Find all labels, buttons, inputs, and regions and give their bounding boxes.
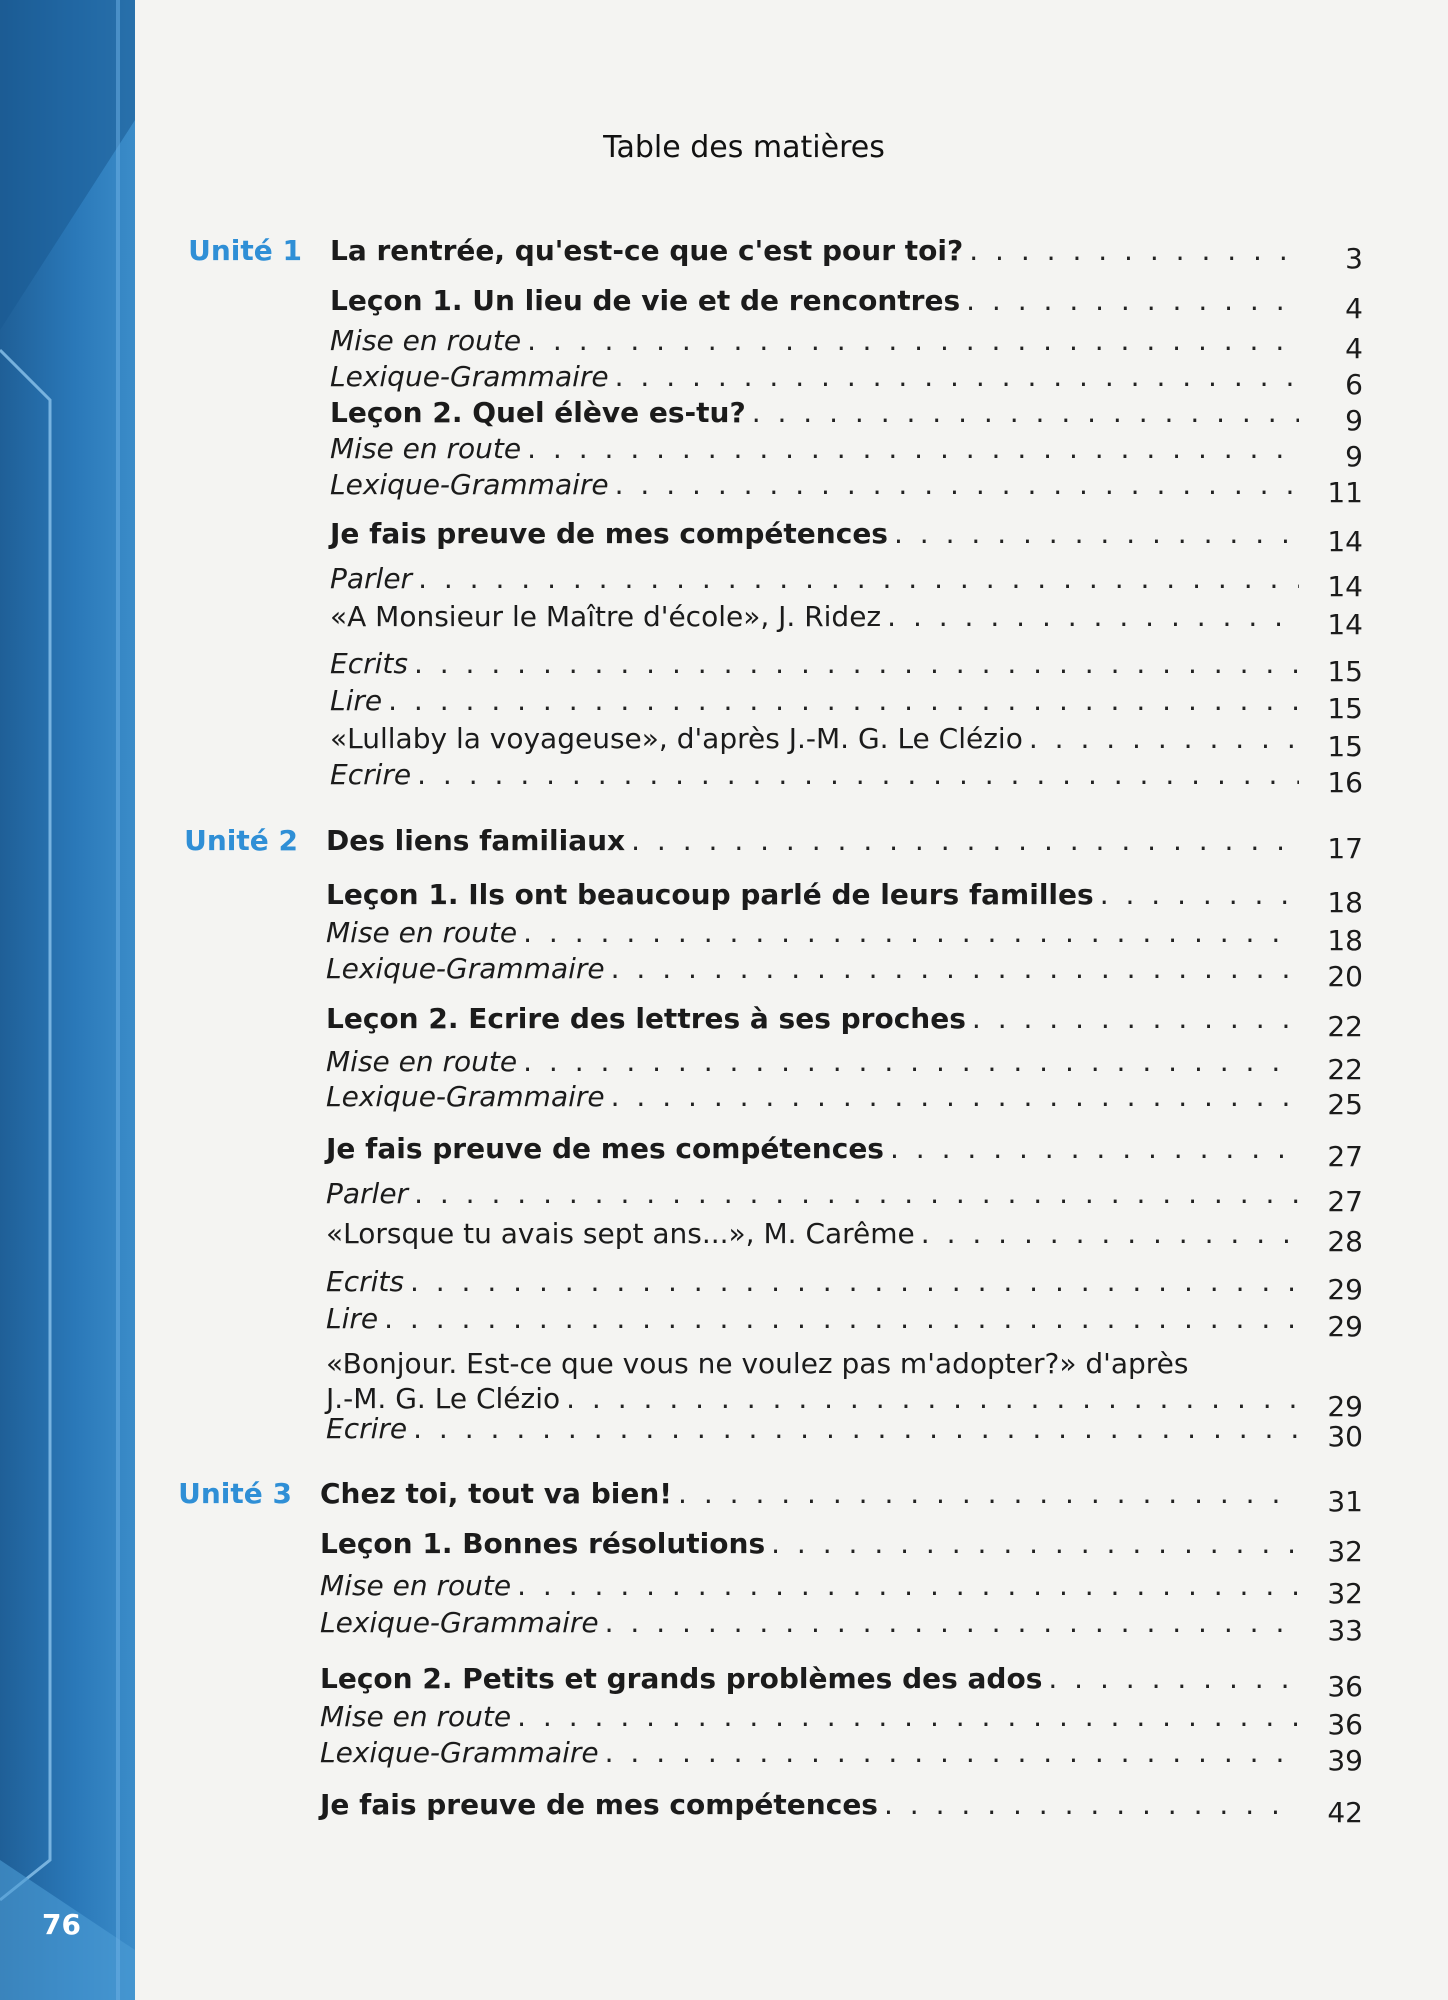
- dot-leader: [523, 916, 1299, 950]
- dot-leader: [611, 952, 1299, 986]
- toc-entry-page: 25: [1327, 1088, 1363, 1121]
- toc-entry-title: Mise en route: [326, 916, 518, 949]
- toc-entry-title: Lexique-Grammaire: [330, 360, 609, 393]
- toc-entry-page: 20: [1327, 960, 1363, 993]
- toc-entry-title: Des liens familiaux: [326, 824, 626, 857]
- toc-entry-page: 3: [1345, 242, 1363, 275]
- toc-entry-title: Leçon 2. Quel élève es-tu?: [330, 396, 746, 429]
- toc-entry: [330, 562, 1363, 603]
- toc-entry-title: Je fais preuve de mes compétences: [320, 1788, 878, 1821]
- toc-entry: [320, 1736, 1363, 1777]
- dot-leader: [972, 1002, 1299, 1036]
- dot-leader: [527, 324, 1299, 358]
- toc-entry-title: Chez toi, tout va bien!: [320, 1477, 673, 1510]
- toc-entry-page: 14: [1327, 525, 1363, 558]
- toc-entry-page: 15: [1327, 655, 1363, 688]
- toc-entry: [330, 647, 1363, 688]
- toc-entry-page: 22: [1327, 1010, 1363, 1043]
- dot-leader: [388, 684, 1299, 718]
- toc-entry: [188, 234, 1363, 275]
- toc-entry: [326, 1265, 1363, 1306]
- page-number: 76: [42, 1908, 81, 1941]
- toc-entry: [326, 1412, 1363, 1453]
- toc-entry-page: 4: [1345, 292, 1363, 325]
- toc-entry-page: 22: [1327, 1053, 1363, 1086]
- toc-entry-page: 30: [1327, 1420, 1363, 1453]
- toc-entry-title: Lexique-Grammaire: [326, 1080, 605, 1113]
- toc-entry-title: Mise en route: [330, 324, 522, 357]
- dot-leader: [414, 647, 1299, 681]
- toc-entry-page: 11: [1327, 476, 1363, 509]
- toc-entry-title: Leçon 1. Un lieu de vie et de rencontres: [330, 284, 961, 317]
- toc-entry: [330, 600, 1363, 641]
- toc-entry: [330, 758, 1363, 799]
- toc-entry-page: 18: [1327, 924, 1363, 957]
- dot-leader: [1048, 1662, 1299, 1696]
- toc-entry-page: 29: [1327, 1273, 1363, 1306]
- toc-entry-page: 18: [1327, 886, 1363, 919]
- dot-leader: [1029, 722, 1299, 756]
- toc-entry: [330, 284, 1363, 325]
- toc-entry-title: Parler: [330, 562, 413, 595]
- toc-entry-page: 31: [1327, 1485, 1363, 1518]
- dot-leader: [752, 396, 1299, 430]
- toc-entry-page: 32: [1327, 1535, 1363, 1568]
- toc-entry-title: Lexique-Grammaire: [326, 952, 605, 985]
- dot-leader: [566, 1382, 1299, 1416]
- toc-entry-title: Lire: [326, 1302, 379, 1335]
- unit-label: Unité 1: [188, 234, 302, 267]
- toc-entry-title: Leçon 2. Ecrire des lettres à ses proches: [326, 1002, 966, 1035]
- dot-leader: [678, 1477, 1299, 1511]
- toc-entry-title: Mise en route: [320, 1700, 512, 1733]
- toc-entry-page: 14: [1327, 608, 1363, 641]
- toc-entry-title: Je fais preuve de mes compétences: [330, 517, 888, 550]
- toc-entry-page: 33: [1327, 1614, 1363, 1647]
- toc-entry: [320, 1662, 1363, 1703]
- toc-entry-page: 15: [1327, 692, 1363, 725]
- toc-entry: [326, 878, 1363, 919]
- toc-entry-title: J.-M. G. Le Clézio: [326, 1382, 561, 1415]
- dot-leader: [887, 600, 1299, 634]
- dot-leader: [921, 1217, 1299, 1251]
- toc-entry-title: Je fais preuve de mes compétences: [326, 1132, 884, 1165]
- toc-entry: [184, 824, 1363, 865]
- dot-leader: [615, 468, 1299, 502]
- dot-leader: [517, 1700, 1299, 1734]
- dot-leader: [527, 432, 1299, 466]
- dot-leader: [517, 1569, 1299, 1603]
- dot-leader: [611, 1080, 1299, 1114]
- dot-leader: [1100, 878, 1299, 912]
- dot-leader: [413, 1412, 1299, 1446]
- toc-entry: [330, 468, 1363, 509]
- toc-entry-page: 28: [1327, 1225, 1363, 1258]
- dot-leader: [890, 1132, 1299, 1166]
- dot-leader: [894, 517, 1299, 551]
- dot-leader: [605, 1606, 1299, 1640]
- dot-leader: [631, 824, 1299, 858]
- toc-entry-page: 36: [1327, 1708, 1363, 1741]
- toc-entry: [326, 1045, 1363, 1086]
- toc-entry-page: 4: [1345, 332, 1363, 365]
- toc-entry-title: Ecrits: [330, 647, 408, 680]
- toc-entry-title: Leçon 2. Petits et grands problèmes des ados: [320, 1662, 1043, 1695]
- toc-entry: [330, 684, 1363, 725]
- toc-entry-title: Lexique-Grammaire: [320, 1736, 599, 1769]
- toc-entry-title: Lexique-Grammaire: [320, 1606, 599, 1639]
- toc-entry-title: Mise en route: [320, 1569, 512, 1602]
- unit-label: Unité 2: [184, 824, 298, 857]
- toc-entry-title: Lexique-Grammaire: [330, 468, 609, 501]
- toc-entry: [326, 1002, 1363, 1043]
- toc-entry: [330, 360, 1363, 401]
- toc-entry: [326, 1217, 1363, 1258]
- toc-entry: [326, 1080, 1363, 1121]
- toc-entry-page: 27: [1327, 1185, 1363, 1218]
- toc-entry: [326, 1347, 1305, 1381]
- toc-entry-page: 27: [1327, 1140, 1363, 1173]
- toc-entry: [320, 1788, 1363, 1829]
- toc-entry-title: Leçon 1. Bonnes résolutions: [320, 1527, 766, 1560]
- toc-entry: [320, 1700, 1363, 1741]
- toc-entry: [326, 952, 1363, 993]
- toc-entry-page: 29: [1327, 1390, 1363, 1423]
- toc-entry-page: 6: [1345, 368, 1363, 401]
- dot-leader: [966, 284, 1299, 318]
- toc-entry-title: Leçon 1. Ils ont beaucoup parlé de leurs familles: [326, 878, 1094, 911]
- toc-entry: [330, 517, 1363, 558]
- toc-entry: [330, 324, 1363, 365]
- toc-entry: [320, 1606, 1363, 1647]
- dot-leader: [417, 758, 1299, 792]
- toc-entry-page: 29: [1327, 1310, 1363, 1343]
- dot-leader: [969, 234, 1299, 268]
- toc-entry-title: Mise en route: [326, 1045, 518, 1078]
- toc-entry-title: La rentrée, qu'est-ce que c'est pour toi?: [330, 234, 964, 267]
- toc-entry-page: 42: [1327, 1796, 1363, 1829]
- toc-entry: [320, 1527, 1363, 1568]
- toc-entry: [326, 1302, 1363, 1343]
- toc-entry: [326, 1132, 1363, 1173]
- toc-entry: [178, 1477, 1363, 1518]
- toc-entry: [330, 432, 1363, 473]
- dot-leader: [884, 1788, 1299, 1822]
- toc-entry-page: 17: [1327, 832, 1363, 865]
- dot-leader: [771, 1527, 1299, 1561]
- toc-entry-title: «Bonjour. Est-ce que vous ne voulez pas m'adopter?» d'après: [326, 1347, 1189, 1380]
- toc-entry: [320, 1569, 1363, 1610]
- dot-leader: [523, 1045, 1299, 1079]
- toc-entry-title: «A Monsieur le Maître d'école», J. Ridez: [330, 600, 882, 633]
- dot-leader: [410, 1265, 1299, 1299]
- toc-entry-page: 39: [1327, 1744, 1363, 1777]
- dot-leader: [615, 360, 1299, 394]
- toc-entry-title: Ecrits: [326, 1265, 404, 1298]
- toc-entry: [330, 722, 1363, 763]
- toc-entry-title: Mise en route: [330, 432, 522, 465]
- toc-entry-title: «Lullaby la voyageuse», d'après J.-M. G. Le Clézio: [330, 722, 1023, 755]
- toc-entry-page: 14: [1327, 570, 1363, 603]
- toc-entry-page: 36: [1327, 1670, 1363, 1703]
- toc-entry: [326, 916, 1363, 957]
- dot-leader: [605, 1736, 1299, 1770]
- toc-entry-title: «Lorsque tu avais sept ans...», M. Carême: [326, 1217, 915, 1250]
- toc-entry: [330, 396, 1363, 437]
- toc-entry-title: Lire: [330, 684, 383, 717]
- toc-entry-page: 15: [1327, 730, 1363, 763]
- toc-entry-page: 32: [1327, 1577, 1363, 1610]
- unit-label: Unité 3: [178, 1477, 292, 1510]
- toc-entry-title: Ecrire: [326, 1412, 408, 1445]
- dot-leader: [384, 1302, 1299, 1336]
- toc-entry: [326, 1177, 1363, 1218]
- toc-entry: [326, 1382, 1363, 1423]
- page-title: Table des matières: [603, 130, 885, 165]
- toc-entry-title: Ecrire: [330, 758, 412, 791]
- toc-entry-page: 9: [1345, 440, 1363, 473]
- dot-leader: [414, 1177, 1299, 1211]
- toc-entry-page: 9: [1345, 404, 1363, 437]
- toc-entry-page: 16: [1327, 766, 1363, 799]
- toc-entry-title: Parler: [326, 1177, 409, 1210]
- dot-leader: [418, 562, 1299, 596]
